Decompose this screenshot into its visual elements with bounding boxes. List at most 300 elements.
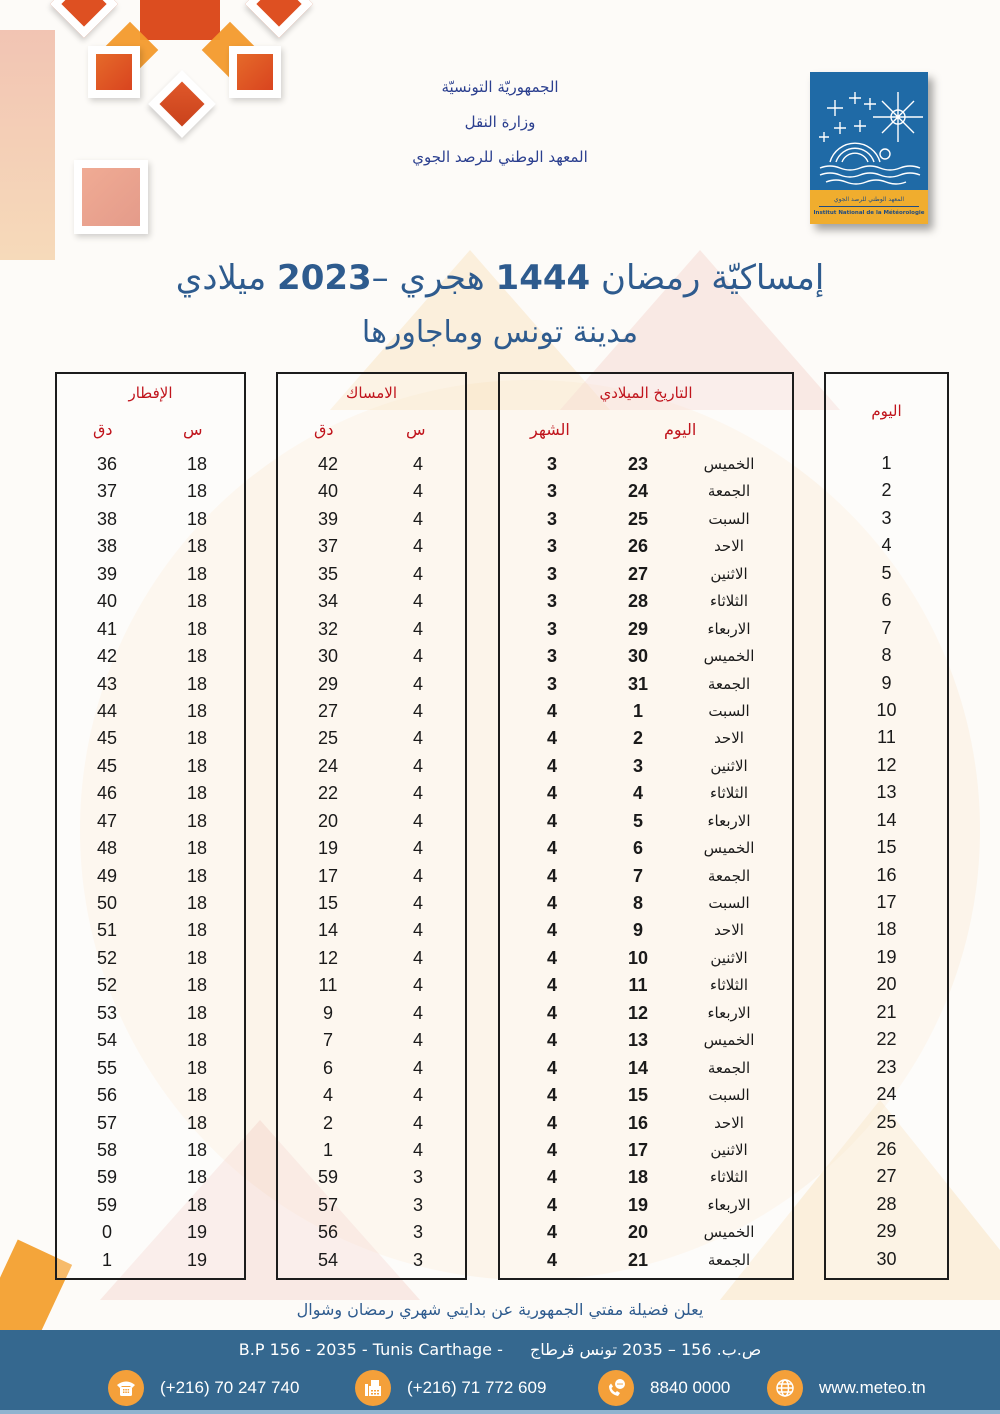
- table-row: [278, 1027, 465, 1054]
- imsak-minute: 30: [317, 646, 339, 667]
- gregorian-day: 10: [627, 947, 649, 968]
- table-row: [826, 615, 947, 642]
- ramadan-day-number: 9: [881, 672, 892, 693]
- table-row: [57, 1219, 244, 1246]
- weekday-name: الجمعة: [707, 674, 751, 693]
- ramadan-day-number: 20: [876, 974, 897, 995]
- imsak-table: [276, 372, 467, 1280]
- ornament-star: [140, 0, 220, 40]
- table-row: [57, 1027, 244, 1054]
- imsak-minute: 20: [317, 810, 339, 831]
- iftar-minute: 38: [96, 536, 118, 557]
- institute-logo: [810, 72, 928, 224]
- imsak-minute: 40: [317, 481, 339, 502]
- ramadan-day-number: 8: [881, 645, 892, 666]
- table-row: [500, 671, 792, 698]
- gregorian-day: 3: [632, 755, 643, 776]
- weekday-name: الاربعاء: [707, 619, 751, 638]
- weekday-name: الاحد: [714, 921, 744, 940]
- title-prefix: إمساكيّة رمضان: [590, 258, 825, 298]
- imsak-minute: 14: [317, 920, 339, 941]
- imsak-hour: 4: [412, 454, 423, 474]
- iftar-hour: 18: [186, 783, 208, 804]
- gregorian-day: 9: [632, 920, 643, 941]
- gregorian-day: 2: [632, 728, 643, 749]
- ornament-diamond: [245, 0, 313, 38]
- iftar-minute: 45: [96, 728, 118, 749]
- iftar-minute: 47: [96, 810, 118, 831]
- ramadan-day-number: 1: [881, 453, 892, 473]
- ornament-diamond: [50, 0, 118, 38]
- iftar-minute: 1: [101, 1249, 112, 1270]
- gregorian-day: 19: [627, 1194, 649, 1215]
- imsak-hour: 4: [412, 508, 423, 529]
- iftar-hour: 18: [186, 1112, 208, 1133]
- gregorian-day: 24: [627, 481, 649, 502]
- table-row: [826, 1218, 947, 1245]
- imsak-minute: 19: [317, 838, 339, 859]
- imsak-hour: 4: [412, 1112, 423, 1133]
- ramadan-day-number: 5: [881, 562, 892, 583]
- table-row: [57, 1110, 244, 1137]
- iftar-hour: 18: [186, 1057, 208, 1078]
- header-institute: المعهد الوطني للرصد الجوي: [412, 148, 588, 166]
- weekday-name: السبت: [708, 1086, 750, 1105]
- gregorian-day: 7: [632, 865, 643, 886]
- table-row: [278, 478, 465, 505]
- gregorian-month: 3: [546, 454, 557, 474]
- table-row: [57, 725, 244, 752]
- gregorian-month: 4: [546, 920, 557, 941]
- ramadan-day-number: 12: [876, 754, 897, 775]
- table-row: [278, 671, 465, 698]
- table-row: [826, 1054, 947, 1081]
- weekday-name: الخميس: [703, 647, 755, 666]
- ramadan-day-rows: [826, 450, 947, 1273]
- gregorian-day: 21: [627, 1249, 649, 1270]
- logo-divider: [819, 206, 919, 207]
- weekday-name: الثلاثاء: [709, 784, 748, 803]
- table-row: [500, 725, 792, 752]
- table-row: [57, 972, 244, 999]
- table-row: [500, 1082, 792, 1109]
- gregorian-day: 6: [632, 838, 643, 859]
- imsak-minute: 32: [317, 618, 339, 639]
- imsak-hour: 4: [412, 920, 423, 941]
- iftar-minute: 42: [96, 646, 118, 667]
- table-row: [57, 643, 244, 670]
- table-row: [57, 451, 244, 478]
- table-row: [278, 1137, 465, 1164]
- table-row: [57, 890, 244, 917]
- gregorian-day: 14: [627, 1057, 649, 1078]
- ramadan-day-number: 11: [877, 727, 896, 748]
- hijri-year: 1444: [495, 258, 591, 298]
- gregorian-day: 18: [627, 1167, 649, 1188]
- iftar-minute: 54: [96, 1030, 118, 1051]
- imsak-minute-header: دق: [314, 420, 334, 439]
- table-row: [500, 698, 792, 725]
- logo-band: [810, 190, 928, 224]
- table-row: [826, 1136, 947, 1163]
- iftar-minute: 52: [96, 975, 118, 996]
- institution-header: [360, 70, 640, 175]
- gregorian-month-header: الشهر: [530, 420, 570, 439]
- ramadan-day-title: اليوم: [871, 402, 902, 420]
- weekday-name: الاربعاء: [707, 811, 751, 830]
- iftar-hour: 18: [186, 975, 208, 996]
- table-row: [278, 643, 465, 670]
- table-row: [57, 945, 244, 972]
- geometric-ornament: [0, 0, 330, 270]
- table-row: [500, 451, 792, 478]
- imsak-minute: 57: [317, 1194, 339, 1215]
- imsak-hour: 4: [412, 1139, 423, 1160]
- imsak-minute: 35: [317, 563, 339, 584]
- ornament-diamond: [148, 70, 216, 138]
- table-row: [278, 780, 465, 807]
- contact-list: [0, 1370, 1000, 1406]
- iftar-hour: 18: [186, 591, 208, 612]
- table-row: [500, 863, 792, 890]
- ramadan-day-number: 30: [876, 1248, 897, 1269]
- table-row: [500, 1164, 792, 1191]
- table-row: [500, 1192, 792, 1219]
- gregorian-day: 1: [632, 700, 643, 721]
- table-row: [500, 753, 792, 780]
- imsak-hour: 4: [412, 536, 423, 557]
- imsak-hour: 4: [412, 893, 423, 913]
- table-row: [57, 506, 244, 533]
- postal-address: [0, 1340, 1000, 1359]
- iftar-minute: 56: [96, 1085, 118, 1106]
- table-row: [278, 588, 465, 615]
- phone-number: (+216) 70 247 740: [160, 1378, 300, 1397]
- gregorian-month: 3: [546, 536, 557, 557]
- gregorian-month: 3: [546, 481, 557, 502]
- table-row: [500, 533, 792, 560]
- imsak-hour: 3: [412, 1249, 423, 1270]
- weekday-name: الخميس: [703, 839, 755, 858]
- table-row: [826, 916, 947, 943]
- table-row: [278, 890, 465, 917]
- contact-phone[interactable]: [108, 1370, 299, 1406]
- imsak-minute: 29: [317, 673, 339, 694]
- gregorian-day: 20: [627, 1222, 649, 1243]
- table-row: [500, 917, 792, 944]
- iftar-hour: 18: [186, 1085, 208, 1106]
- table-row: [278, 972, 465, 999]
- iftar-hour: 18: [186, 920, 208, 941]
- ramadan-day-number: 21: [876, 1001, 897, 1022]
- weekday-name: السبت: [708, 701, 750, 720]
- contact-website[interactable]: [767, 1370, 926, 1406]
- gregorian-month: 4: [546, 893, 557, 913]
- website-link: www.meteo.tn: [819, 1378, 926, 1397]
- table-row: [278, 698, 465, 725]
- gregorian-month: 4: [546, 1085, 557, 1106]
- gregorian-month: 4: [546, 1057, 557, 1078]
- imsak-hour: 4: [412, 646, 423, 667]
- table-row: [826, 477, 947, 504]
- gregorian-month: 4: [546, 865, 557, 886]
- gregorian-day: 29: [627, 618, 649, 639]
- weekday-name: الجمعة: [707, 866, 751, 885]
- imsak-minute: 59: [317, 1167, 339, 1188]
- table-row: [278, 1247, 465, 1274]
- iftar-hour: 18: [186, 838, 208, 859]
- iftar-minute: 49: [96, 865, 118, 886]
- gregorian-month: 4: [546, 728, 557, 749]
- gregorian-day: 15: [627, 1085, 649, 1106]
- gregorian-day: 25: [627, 508, 649, 529]
- table-row: [278, 451, 465, 478]
- table-row: [278, 1082, 465, 1109]
- contact-hotline[interactable]: [598, 1370, 730, 1406]
- ramadan-day-number: 14: [876, 809, 897, 830]
- iftar-minute: 37: [96, 481, 118, 502]
- gregorian-month: 4: [546, 810, 557, 831]
- iftar-minute: 57: [96, 1112, 118, 1133]
- imsak-minute: 12: [317, 947, 339, 968]
- imsak-hour: 4: [412, 673, 423, 694]
- iftar-hour: 18: [186, 755, 208, 776]
- table-row: [826, 1081, 947, 1108]
- ramadan-day-number: 19: [876, 946, 897, 967]
- weekday-name: الجمعة: [707, 1250, 751, 1269]
- gregorian-month: 4: [546, 1002, 557, 1023]
- imsak-minute: 25: [317, 728, 339, 749]
- imsak-hour: 3: [412, 1222, 423, 1243]
- gregorian-month: 4: [546, 1222, 557, 1243]
- iftar-minute: 48: [96, 838, 118, 859]
- table-row: [826, 752, 947, 779]
- table-row: [57, 1055, 244, 1082]
- table-row: [826, 862, 947, 889]
- gregorian-month: 4: [546, 1249, 557, 1270]
- iftar-minute: 59: [96, 1167, 118, 1188]
- logo-stars-waves-icon: [810, 72, 928, 190]
- imsak-hour: 4: [412, 1002, 423, 1023]
- ramadan-day-number: 10: [876, 699, 897, 720]
- gregorian-day: 30: [627, 646, 649, 667]
- imsak-hour: 4: [412, 591, 423, 612]
- table-row: [826, 1026, 947, 1053]
- gregorian-month: 4: [546, 1112, 557, 1133]
- iftar-hour: 18: [186, 865, 208, 886]
- imsak-hour: 3: [412, 1194, 423, 1215]
- iftar-hour: 18: [186, 481, 208, 502]
- table-row: [500, 835, 792, 862]
- iftar-minute: 43: [96, 673, 118, 694]
- weekday-name: الثلاثاء: [709, 592, 748, 611]
- table-row: [278, 808, 465, 835]
- gregorian-month: 3: [546, 646, 557, 667]
- gregorian-day: 8: [632, 893, 643, 913]
- iftar-hour: 18: [186, 893, 208, 913]
- iftar-minute: 55: [96, 1057, 118, 1078]
- ramadan-day-number: 22: [876, 1029, 897, 1050]
- weekday-name: الاثنين: [710, 1140, 748, 1159]
- iftar-hour-header: س: [183, 420, 203, 439]
- table-row: [826, 1191, 947, 1218]
- table-row: [500, 1247, 792, 1274]
- weekday-name: السبت: [708, 509, 750, 528]
- gregorian-label: ميلادي: [175, 258, 278, 298]
- iftar-hour: 19: [186, 1249, 208, 1270]
- table-row: [278, 506, 465, 533]
- fax-number: (+216) 71 772 609: [407, 1378, 547, 1397]
- gregorian-month: 4: [546, 1194, 557, 1215]
- table-row: [500, 1027, 792, 1054]
- table-row: [278, 1192, 465, 1219]
- gregorian-rows: [500, 451, 792, 1274]
- table-row: [57, 1137, 244, 1164]
- table-row: [278, 561, 465, 588]
- table-row: [826, 1163, 947, 1190]
- table-row: [500, 1000, 792, 1027]
- table-row: [500, 1219, 792, 1246]
- imsak-minute: 24: [317, 755, 339, 776]
- table-row: [57, 917, 244, 944]
- table-row: [826, 834, 947, 861]
- imsak-minute: 6: [322, 1057, 333, 1078]
- table-row: [826, 697, 947, 724]
- table-row: [826, 1246, 947, 1273]
- ramadan-day-number: 26: [876, 1138, 897, 1159]
- imsak-minute: 4: [322, 1085, 333, 1106]
- table-row: [500, 972, 792, 999]
- iftar-minute: 44: [96, 700, 118, 721]
- table-row: [57, 1192, 244, 1219]
- imsak-minute: 11: [318, 975, 338, 996]
- table-row: [826, 505, 947, 532]
- iftar-hour: 18: [186, 947, 208, 968]
- iftar-minute: 58: [96, 1139, 118, 1160]
- gregorian-month: 4: [546, 1030, 557, 1051]
- imsak-hour-header: س: [406, 420, 426, 439]
- gregorian-day: 17: [627, 1139, 649, 1160]
- gregorian-month: 4: [546, 700, 557, 721]
- ramadan-day-number: 25: [876, 1111, 897, 1132]
- gregorian-day: 13: [627, 1030, 649, 1051]
- iftar-hour: 18: [186, 536, 208, 557]
- iftar-minute: 50: [96, 893, 118, 913]
- gregorian-month: 4: [546, 838, 557, 859]
- iftar-hour: 18: [186, 563, 208, 584]
- gregorian-day: 5: [632, 810, 643, 831]
- iftar-hour: 18: [186, 700, 208, 721]
- table-row: [57, 863, 244, 890]
- gregorian-month: 4: [546, 783, 557, 804]
- iftar-minute: 46: [96, 783, 118, 804]
- imsak-hour: 4: [412, 618, 423, 639]
- iftar-table: [55, 372, 246, 1280]
- ramadan-day-number: 24: [876, 1084, 897, 1105]
- gregorian-month: 4: [546, 755, 557, 776]
- iftar-hour: 19: [186, 1222, 208, 1243]
- iftar-hour: 18: [186, 508, 208, 529]
- imsak-minute: 42: [317, 454, 339, 474]
- imsak-hour: 4: [412, 728, 423, 749]
- imsak-minute: 54: [317, 1249, 339, 1270]
- table-row: [278, 725, 465, 752]
- table-row: [826, 779, 947, 806]
- header-ministry: وزارة النقل: [464, 113, 536, 131]
- gregorian-year: 2023: [277, 258, 372, 298]
- iftar-minute: 51: [96, 920, 118, 941]
- fax-icon: [355, 1370, 391, 1406]
- imsak-hour: 4: [412, 700, 423, 721]
- table-row: [57, 1164, 244, 1191]
- ramadan-day-number: 18: [876, 919, 897, 940]
- gregorian-month: 4: [546, 1167, 557, 1188]
- contact-fax[interactable]: [355, 1370, 546, 1406]
- imsak-minute: 37: [317, 536, 339, 557]
- globe-icon: [767, 1370, 803, 1406]
- weekday-name: السبت: [708, 894, 750, 912]
- table-row: [57, 1000, 244, 1027]
- imsak-hour: 4: [412, 947, 423, 968]
- iftar-hour: 18: [186, 1002, 208, 1023]
- ramadan-day-number: 28: [876, 1193, 897, 1214]
- table-row: [826, 642, 947, 669]
- table-row: [500, 506, 792, 533]
- weekday-name: الثلاثاء: [709, 976, 748, 995]
- table-row: [500, 780, 792, 807]
- gregorian-month: 4: [546, 947, 557, 968]
- gregorian-title: التاريخ الميلادي: [599, 384, 693, 402]
- logo-french-name: Institut National de la Météorologie: [813, 210, 925, 216]
- table-row: [500, 1137, 792, 1164]
- imsak-hour: 4: [412, 1085, 423, 1106]
- gregorian-day: 31: [627, 673, 649, 694]
- table-row: [500, 588, 792, 615]
- weekday-name: الاحد: [714, 537, 744, 556]
- gregorian-month: 3: [546, 618, 557, 639]
- table-row: [500, 1110, 792, 1137]
- table-row: [826, 1109, 947, 1136]
- table-row: [826, 807, 947, 834]
- gregorian-day: 27: [627, 563, 649, 584]
- imsak-hour: 4: [412, 755, 423, 776]
- ramadan-day-number: 15: [876, 837, 897, 858]
- table-row: [500, 1055, 792, 1082]
- iftar-minute: 39: [96, 563, 118, 584]
- table-row: [826, 560, 947, 587]
- table-row: [826, 944, 947, 971]
- table-row: [57, 1247, 244, 1274]
- weekday-name: الخميس: [703, 1223, 755, 1242]
- header-republic: الجمهوريّة التونسيّة: [441, 78, 559, 96]
- ramadan-day-number: 27: [876, 1166, 897, 1187]
- imsak-minute: 39: [317, 508, 339, 529]
- ornament-square: [74, 160, 148, 234]
- table-row: [278, 1164, 465, 1191]
- weekday-name: الجمعة: [707, 482, 751, 501]
- table-row: [500, 478, 792, 505]
- imsak-minute: 1: [322, 1139, 333, 1160]
- page-subtitle: مدينة تونس وماجاورها: [361, 315, 639, 350]
- ornament-side-band: [0, 30, 55, 260]
- ramadan-day-number: 17: [876, 892, 897, 912]
- table-row: [278, 945, 465, 972]
- iftar-minute: 40: [96, 591, 118, 612]
- iftar-minute: 59: [96, 1194, 118, 1215]
- weekday-name: الخميس: [703, 455, 755, 473]
- gregorian-month: 3: [546, 591, 557, 612]
- gregorian-day-header: اليوم: [664, 420, 697, 439]
